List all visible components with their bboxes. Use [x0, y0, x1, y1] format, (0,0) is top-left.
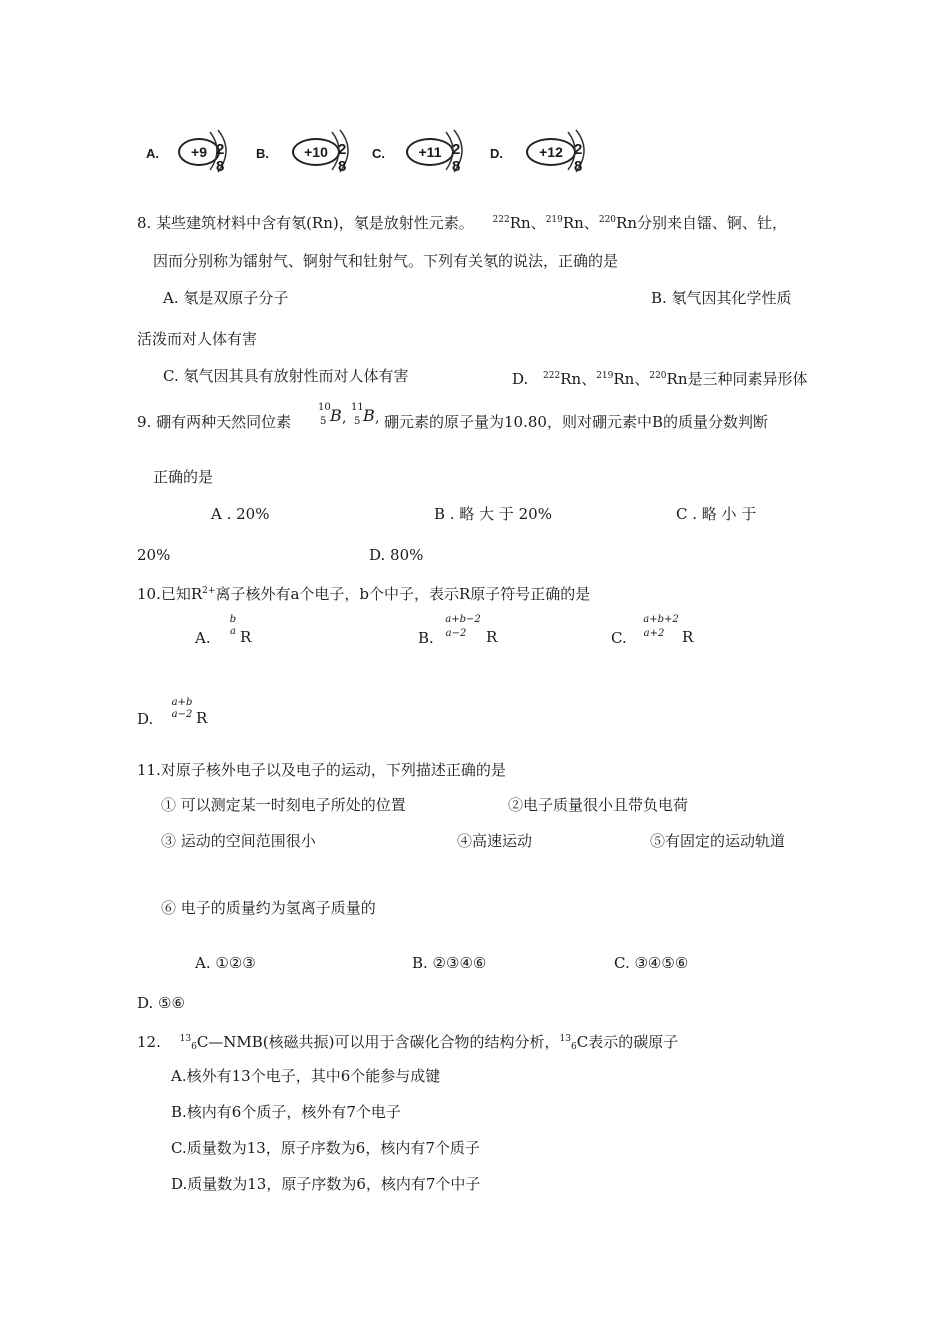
isotope-mass: 13	[559, 1034, 571, 1044]
q11-statement-5: ⑤有固定的运动轨道	[650, 832, 786, 850]
shell-electrons: 2 8	[216, 141, 229, 175]
q11-option-b[interactable]: B. ②③④⑥	[412, 954, 487, 972]
q8-stem-text-b: Rn分别来自镭、锕、钍，	[616, 214, 787, 232]
mass-number: a+b	[171, 697, 193, 708]
element-symbol: R	[486, 628, 498, 646]
q11-stem: 11.对原子核外电子以及电子的运动，下列描述正确的是	[137, 761, 506, 779]
isotope-mass: 219	[545, 215, 563, 225]
nucleus-charge: +12	[526, 138, 576, 166]
q9-option-c-cont: 20%	[137, 546, 171, 564]
q12-option-b[interactable]: B.核内有6个质子，核外有7个电子	[171, 1103, 401, 1121]
isotope-atomic-number: 6	[191, 1042, 197, 1052]
q8-option-b[interactable]: B. 氡气因其化学性质	[651, 289, 792, 307]
nucleus-charge: +10	[292, 138, 340, 166]
q8-option-a[interactable]: A. 氡是双原子分子	[163, 289, 289, 307]
q11-statement-6: ⑥ 电子的质量约为氢离子质量的	[161, 899, 376, 917]
q11-statement-2: ②电子质量很小且带负电荷	[508, 796, 689, 814]
q11-option-c[interactable]: C. ③④⑤⑥	[614, 954, 689, 972]
option-letter: C.	[372, 146, 385, 161]
option-letter: B.	[256, 146, 269, 161]
q9-option-a[interactable]: A . 20%	[211, 505, 270, 523]
isotope-atomic-number: 5	[320, 416, 327, 427]
q8-stem-line1: 8. 某些建筑材料中含有氡(Rn)，氡是放射性元素。 $^{222}$Rn、$^{219}$Rn、$^{220}$Rn分别来自镭、锕、钍，	[137, 214, 787, 232]
isotope-mass: 11	[351, 402, 364, 413]
isotope-mass: 222	[492, 215, 510, 225]
isotope-atomic-number: 5	[354, 416, 361, 427]
q9-option-c[interactable]: C . 略 小 于	[676, 505, 757, 523]
element-symbol: R	[196, 709, 208, 727]
question-number: 12.	[137, 1033, 161, 1051]
q12-option-a[interactable]: A.核外有13个电子，其中6个能参与成键	[171, 1067, 441, 1085]
mass-number: a+b+2	[643, 614, 679, 625]
option-letter: A.	[146, 146, 159, 161]
option-letter: C.	[611, 629, 627, 647]
q8-option-b-cont: 活泼而对人体有害	[137, 330, 258, 348]
q12-stem-text-b: C表示的碳原子	[576, 1033, 679, 1051]
isotope-mass: 220	[598, 215, 617, 225]
nucleus-charge: +11	[406, 138, 454, 166]
option-letter: A.	[195, 629, 211, 647]
q11-statement-1: ① 可以测定某一时刻电子所处的位置	[161, 796, 406, 814]
q10-stem-text-b: 离子核外有a个电子，b个中子，表示R原子符号正确的是	[215, 585, 591, 603]
element-symbol: R	[240, 628, 252, 646]
atomic-number: a−2	[445, 628, 467, 639]
q11-option-a[interactable]: A. ①②③	[195, 954, 256, 972]
boron-isotopes: 10 5 B , 11 5 B ,	[318, 402, 380, 427]
mass-number: a+b−2	[445, 614, 481, 625]
q12-option-d[interactable]: D.质量数为13，原子序数为6，核内有7个中子	[171, 1175, 481, 1193]
option-letter: D.	[490, 146, 503, 161]
isotope-mass: 13	[179, 1034, 192, 1044]
shell-electrons: 2 8	[452, 141, 465, 175]
q9-option-d[interactable]: D. 80%	[369, 546, 424, 564]
ion-charge: 2+	[202, 586, 216, 596]
isotope-mass: 219	[596, 371, 614, 381]
q12-stem	[137, 1029, 678, 1057]
q9-option-b[interactable]: B . 略 大 于 20%	[434, 505, 552, 523]
q10-stem	[137, 581, 590, 604]
q8-stem-text: 8. 某些建筑材料中含有氡(Rn)，氡是放射性元素。	[137, 214, 474, 232]
q8-option-c[interactable]: C. 氡气因其具有放射性而对人体有害	[163, 367, 409, 385]
isotope-atomic-number: 6	[570, 1042, 577, 1052]
atomic-number: a−2	[171, 709, 193, 720]
shell-electrons: 2 8	[338, 141, 351, 175]
element-symbol: R	[682, 628, 694, 646]
element-symbol: B	[330, 406, 342, 425]
isotope-mass: 10	[318, 402, 331, 413]
atomic-number: a+2	[643, 628, 665, 639]
q9-stem-line1: 9. 硼有两种天然同位素	[137, 413, 292, 431]
shell-electrons: 2 8	[574, 141, 587, 175]
mass-number: b	[229, 614, 237, 625]
q8-option-d[interactable]: D. $^{222}$Rn、$^{219}$Rn、$^{220}$Rn是三种同素异形体	[512, 370, 808, 388]
isotope-mass: 222	[543, 371, 561, 381]
isotope-mass: 220	[649, 371, 667, 381]
q10-stem-text: 10.已知R	[137, 585, 203, 603]
option-letter: D.	[512, 370, 529, 388]
atomic-number: a	[230, 626, 236, 637]
q8-stem-line2: 因而分别称为镭射气、锕射气和钍射气。下列有关氡的说法，正确的是	[153, 252, 619, 270]
element-symbol: B	[363, 406, 375, 425]
option-letter: B.	[418, 629, 434, 647]
option-letter: D.	[137, 710, 154, 728]
q11-option-d[interactable]: D. ⑤⑥	[137, 994, 185, 1012]
q12-stem-text: C—NMB(核磁共振)可以用于含碳化合物的结构分析，	[196, 1033, 560, 1051]
q9-stem-line1-b: 硼元素的原子量为10.80，则对硼元素中B的质量分数判断	[384, 413, 768, 431]
q11-statement-3: ③ 运动的空间范围很小	[161, 832, 316, 850]
q8-option-d-text: Rn是三种同素异形体	[666, 370, 808, 388]
q11-statement-4: ④高速运动	[457, 832, 533, 850]
q9-stem-line2: 正确的是	[153, 468, 214, 486]
nucleus-charge: +9	[178, 138, 220, 166]
q12-option-c[interactable]: C.质量数为13，原子序数为6，核内有7个质子	[171, 1139, 480, 1157]
